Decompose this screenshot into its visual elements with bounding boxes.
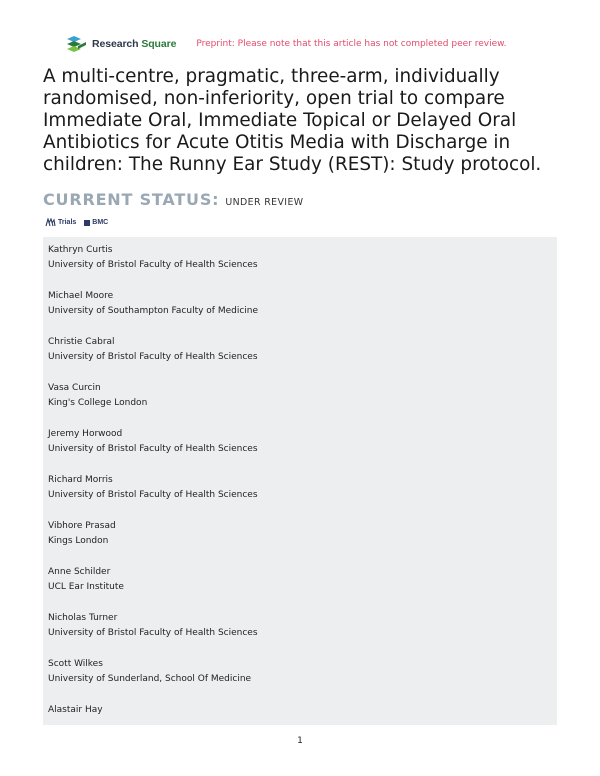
author-affiliation: University of Bristol Faculty of Health Sciences [48, 628, 258, 638]
author-affiliation: University of Bristol Faculty of Health Sciences [48, 444, 258, 454]
journal-badges [45, 218, 116, 227]
author-item [48, 611, 258, 641]
research-square-logo[interactable] [66, 35, 176, 53]
status-label: CURRENT STATUS: [43, 190, 220, 209]
author-item [48, 703, 103, 718]
author-affiliation: University of Sunderland, School Of Medicine [48, 674, 252, 684]
author-affiliation: University of Bristol Faculty of Health Sciences [48, 490, 258, 500]
author-name: Michael Moore [48, 291, 114, 301]
page-header [66, 34, 560, 54]
author-affiliation: University of Bristol Faculty of Health Sciences [48, 260, 258, 270]
trials-badge[interactable] [45, 218, 76, 227]
status-value: UNDER REVIEW [225, 197, 304, 208]
author-item [48, 243, 258, 273]
logo-text-accent: Square [141, 38, 177, 50]
author-affiliation: King's College London [48, 398, 148, 408]
bmc-icon [84, 220, 92, 226]
author-name: Alastair Hay [48, 705, 103, 715]
author-name: Vasa Curcin [48, 383, 101, 393]
logo-text-main: Research [92, 38, 142, 50]
trials-icon [45, 218, 58, 227]
page-number: 1 [297, 736, 303, 746]
current-status [43, 190, 303, 209]
author-item [48, 335, 258, 365]
author-item [48, 381, 147, 411]
research-square-logo-icon [66, 35, 88, 53]
author-name: Kathryn Curtis [48, 245, 113, 255]
author-affiliation: Kings London [48, 536, 109, 546]
author-name: Scott Wilkes [48, 659, 103, 669]
author-list [43, 237, 557, 725]
author-affiliation: UCL Ear Institute [48, 582, 124, 592]
trials-label: Trials [58, 219, 77, 226]
author-name: Christie Cabral [48, 337, 115, 347]
author-item [48, 473, 258, 503]
author-name: Vibhore Prasad [48, 521, 116, 531]
author-item [48, 657, 251, 687]
author-name: Jeremy Horwood [48, 429, 123, 439]
bmc-label: BMC [92, 219, 109, 226]
author-affiliation: University of Bristol Faculty of Health Sciences [48, 352, 258, 362]
author-item [48, 565, 124, 595]
author-affiliation: University of Southampton Faculty of Medicine [48, 306, 259, 316]
author-name: Anne Schilder [48, 567, 111, 577]
author-name: Richard Morris [48, 475, 113, 485]
preprint-note: Preprint: Please note that this article has not completed peer review. [196, 39, 507, 49]
author-item [48, 427, 258, 457]
paper-title: A multi-centre, pragmatic, three-arm, individually randomised, non-inferiority, open trial to compare Immediate Oral, Immediate Topical or Delayed Oral Antibiotics for Acute Otitis Media with Discharge in children: The Runny Ear Study (REST): Study protocol. [43, 66, 542, 175]
author-item [48, 519, 116, 549]
author-item [48, 289, 258, 319]
bmc-badge[interactable] [84, 219, 108, 226]
author-name: Nicholas Turner [48, 613, 118, 623]
logo-text [92, 38, 176, 50]
